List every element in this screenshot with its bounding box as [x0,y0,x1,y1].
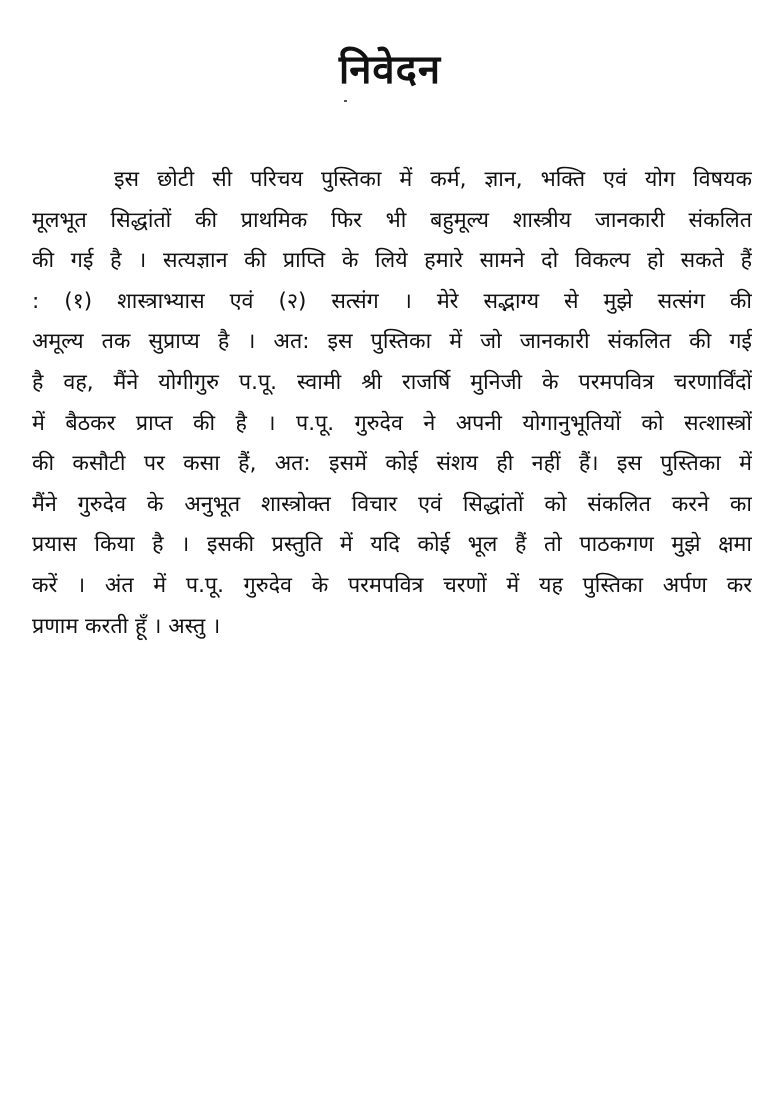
paragraph-line: है वह, मैंने योगीगुरु प.पू. स्वामी श्री राजर्षि मुनिजी के परमपवित्र चरणार्विंदों [32,369,752,395]
paragraph-line: अमूल्य तक सुप्राप्य है । अत: इस पुस्तिका में जो जानकारी संकलित की गई [32,329,752,355]
ink-speck [344,100,347,102]
paragraph-line: करें । अंत में प.पू. गुरुदेव के परमपवित्र चरणों में यह पुस्तिका अर्पण कर [32,572,752,598]
paragraph-line: इस छोटी सी परिचय पुस्तिका में कर्म, ज्ञान, भक्ति एवं योग विषयक [114,167,752,192]
paragraph-line: प्रयास किया है । इसकी प्रस्तुति में यदि कोई भूल हैं तो पाठकगण मुझे क्षमा [32,532,752,558]
paragraph-line: में बैठकर प्राप्त की है । प.पू. गुरुदेव ने अपनी योगानुभूतियों को सत्शास्त्रों [32,410,752,436]
paragraph-line: : (१) शास्त्राभ्यास एवं (२) सत्संग । मेरे सद्भाग्य से मुझे सत्संग की [32,288,752,314]
preface-paragraph [32,160,752,647]
paragraph-line: मैंने गुरुदेव के अनुभूत शास्त्रोक्त विचार एवं सिद्धांतों को संकलित करने का [32,491,752,517]
page-title: निवेदन [338,47,442,93]
paragraph-line: मूलभूत सिद्धांतों की प्राथमिक फिर भी बहुमूल्य शास्त्रीय जानकारी संकलित [32,207,752,233]
paragraph-line: की कसौटी पर कसा हैं, अत: इसमें कोई संशय ही नहीं हैं। इस पुस्तिका में [32,451,752,477]
paragraph-line: की गई है । सत्यज्ञान की प्राप्ति के लिये हमारे सामने दो विकल्प हो सकते हैं [32,248,752,274]
paragraph-line: प्रणाम करती हूँ । अस्तु । [32,613,221,639]
